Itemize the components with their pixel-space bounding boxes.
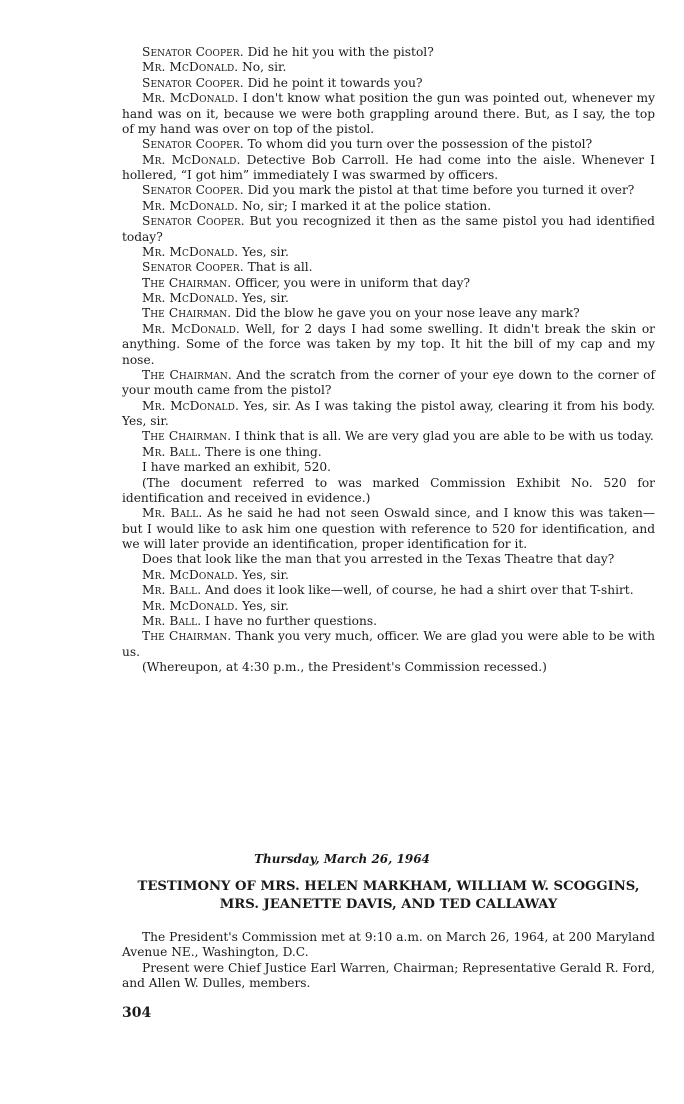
speaker-name: Mr. McDonald. [142, 152, 241, 167]
speaker-name: Mr. Ball. [142, 583, 202, 598]
transcript-paragraph [122, 506, 655, 552]
speaker-name: Senator Cooper. [142, 45, 244, 59]
speech-text: And the scratch from the corner of your eye down to the corner of your mouth came from the pistol? [122, 367, 655, 398]
transcript-paragraph [122, 199, 655, 214]
transcript-paragraph [122, 260, 655, 275]
speech-text: That is all. [243, 260, 313, 275]
speaker-name: Mr. Ball. [142, 444, 202, 459]
transcript-paragraph [122, 583, 655, 598]
speech-text: I have no further questions. [201, 613, 377, 628]
transcript-paragraph [122, 629, 655, 660]
speech-text: Did he hit you with the pistol? [243, 45, 434, 59]
speech-text: I have marked an exhibit, 520. [142, 460, 332, 475]
speaker-name: Mr. McDonald. [142, 244, 239, 259]
speaker-name: Mr. McDonald. [142, 321, 240, 336]
speaker-name: The Chairman. [142, 275, 232, 290]
transcript-paragraph [122, 214, 655, 245]
speaker-name: The Chairman. [142, 629, 232, 644]
transcript-paragraph [122, 45, 655, 60]
transcript-paragraph [122, 399, 655, 430]
testimony-heading-line-1: TESTIMONY OF MRS. HELEN MARKHAM, WILLIAM W. SCOGGINS, [137, 879, 640, 894]
speech-text: Yes, sir. [238, 598, 289, 613]
speaker-name: Mr. McDonald. [142, 398, 239, 413]
testimony-heading-line-2: MRS. JEANETTE DAVIS, AND TED CALLAWAY [219, 897, 558, 912]
speech-text: To whom did you turn over the possession of the pistol? [243, 137, 593, 152]
speaker-name: Senator Cooper. [142, 137, 244, 152]
transcript-paragraph [122, 137, 655, 152]
transcript-paragraph [122, 322, 655, 368]
transcript-paragraph [122, 660, 655, 675]
speech-text: But you recognized it then as the same pistol you had identified today? [122, 214, 655, 244]
transcript-paragraph [122, 183, 655, 198]
speech-text: Detective Bob Carroll. He had come into the aisle. Whenever I hollered, “I got him” immediately I was swarmed by officers. [122, 152, 656, 182]
intro-paragraph: The President's Commission met at 9:10 a.m. on March 26, 1964, at 200 Maryland Avenue NE., Washington, D.C. [122, 930, 655, 960]
transcript-paragraph [122, 445, 655, 460]
transcript-paragraph [122, 76, 655, 91]
transcript-paragraph [122, 368, 655, 399]
transcript-paragraph [122, 460, 655, 475]
speech-text: And does it look like—well, of course, he had a shirt over that T-shirt. [201, 583, 634, 598]
speaker-name: Senator Cooper. [142, 75, 244, 90]
speech-text: Yes, sir. [238, 567, 289, 582]
transcript-paragraph [122, 599, 655, 614]
speaker-name: Mr. McDonald. [142, 291, 239, 305]
speech-text: I don't know what position the gun was pointed out, whenever my hand was on it, because we were both grappling around there. But, as I say, the top of my hand was over on top of the pistol. [122, 91, 655, 136]
transcript-paragraph [122, 276, 655, 291]
session-intro [122, 930, 655, 992]
speaker-name: Senator Cooper. [142, 183, 244, 198]
transcript-paragraph [122, 614, 655, 629]
speaker-name: Senator Cooper. [142, 260, 244, 275]
speech-text: Did he point it towards you? [243, 75, 423, 90]
testimony-heading [122, 878, 655, 914]
speaker-name: Mr. Ball. [142, 613, 202, 628]
speaker-name: Mr. McDonald. [142, 567, 239, 582]
speaker-name: Mr. McDonald. [142, 598, 239, 613]
transcript-paragraph [122, 91, 655, 137]
speaker-name: Senator Cooper. [142, 214, 245, 229]
transcript [122, 45, 655, 675]
speech-text: Yes, sir. As I was taking the pistol away, clearing it from his body. Yes, sir. [122, 398, 655, 428]
speaker-name: Mr. McDonald. [142, 91, 239, 106]
speaker-name: Mr. McDonald. [142, 198, 239, 213]
transcript-paragraph [122, 568, 655, 583]
transcript-paragraph [122, 552, 655, 567]
speech-text: (The document referred to was marked Commission Exhibit No. 520 for identification and received in evidence.) [122, 475, 655, 505]
speech-text: No, sir. [238, 60, 287, 75]
transcript-paragraph [122, 245, 655, 260]
transcript-paragraph [122, 60, 655, 75]
speech-text: Did the blow he gave you on your nose leave any mark? [231, 306, 580, 321]
speech-text: No, sir; I marked it at the police station. [238, 198, 492, 213]
transcript-paragraph [122, 291, 655, 306]
speech-text: Yes, sir. [238, 291, 289, 305]
intro-paragraph: Present were Chief Justice Earl Warren, Chairman; Representative Gerald R. Ford, and Allen W. Dulles, members. [122, 960, 655, 991]
transcript-paragraph [122, 306, 655, 321]
session-date: Thursday, March 26, 1964 [254, 852, 430, 866]
speech-text: Did you mark the pistol at that time before you turned it over? [243, 183, 635, 198]
page-number: 304 [122, 1005, 152, 1021]
speech-text: There is one thing. [201, 444, 322, 459]
speech-text: As he said he had not seen Oswald since, and I know this was taken—but I would like to ask him one question with reference to 520 for identification, and we will later provide an identification, proper identification for it. [122, 506, 656, 551]
transcript-paragraph [122, 153, 655, 184]
speech-text: I think that is all. We are very glad you are able to be with us today. [231, 429, 654, 444]
speech-text: Officer, you were in uniform that day? [231, 275, 470, 290]
speaker-name: Mr. Ball. [142, 506, 203, 521]
transcript-paragraph [122, 476, 655, 507]
speaker-name: The Chairman. [142, 306, 232, 321]
speech-text: Does that look like the man that you arrested in the Texas Theatre that day? [142, 552, 615, 567]
speaker-name: Mr. McDonald. [142, 60, 239, 75]
speech-text: Well, for 2 days I had some swelling. It didn't break the skin or anything. Some of the force was taken by my top. It hit the bill of my cap and my nose. [122, 321, 655, 367]
speech-text: (Whereupon, at 4:30 p.m., the President's Commission recessed.) [142, 660, 547, 674]
transcript-paragraph [122, 429, 655, 444]
speaker-name: The Chairman. [142, 367, 232, 382]
speaker-name: The Chairman. [142, 429, 232, 444]
speech-text: Thank you very much, officer. We are glad you were able to be with us. [122, 629, 655, 659]
speech-text: Yes, sir. [238, 244, 289, 259]
